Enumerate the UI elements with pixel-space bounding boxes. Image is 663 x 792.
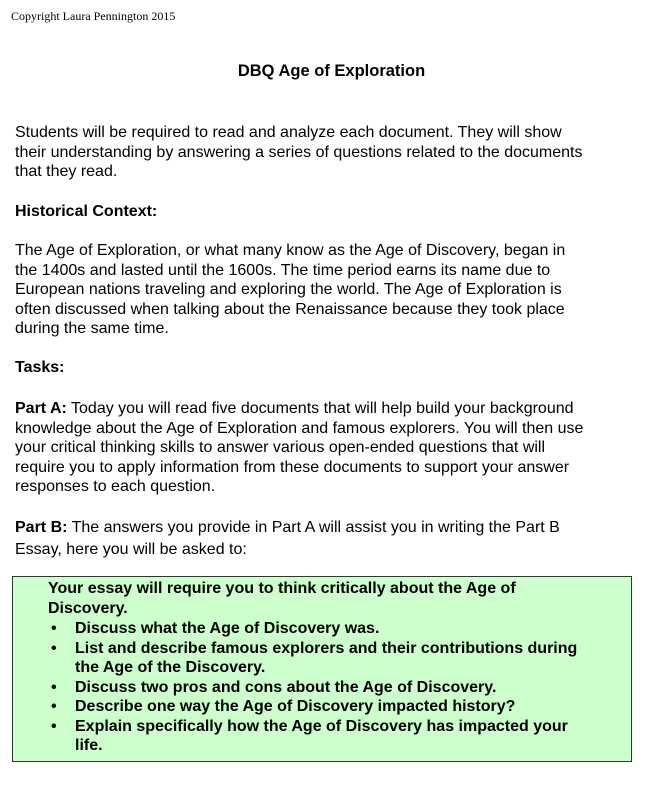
- page-title: DBQ Age of Exploration: [237, 62, 426, 80]
- text-line: Your essay will require you to think critically about the Age of: [48, 580, 516, 597]
- part-b-label: Part B:: [15, 519, 68, 536]
- text-line: often discussed when talking about the Renaissance because they took place: [15, 300, 565, 318]
- historical-context-paragraph: [15, 241, 565, 339]
- part-a-label: Part A:: [15, 400, 67, 417]
- text-line: their understanding by answering a series of questions related to the documents: [15, 143, 583, 161]
- text-line: require you to apply information from these documents to support your answer: [15, 458, 570, 476]
- text-line: Describe one way the Age of Discovery impacted history?: [75, 698, 516, 715]
- bullet-icon: •: [51, 717, 57, 735]
- copyright-notice: Copyright Laura Pennington 2015: [11, 9, 176, 23]
- essay-requirements-list: [48, 619, 577, 756]
- list-item: [48, 619, 577, 639]
- text-line: that they read.: [15, 163, 118, 181]
- bullet-icon: •: [51, 639, 57, 657]
- essay-requirements-box: [12, 576, 632, 762]
- bullet-icon: •: [51, 678, 57, 696]
- text-line: Discovery.: [48, 599, 128, 617]
- text-line: Essay, here you will be asked to:: [15, 541, 247, 558]
- list-item: [48, 717, 577, 756]
- text-line: life.: [75, 737, 103, 754]
- text-line: European nations traveling and exploring the world. The Age of Exploration is: [15, 281, 562, 299]
- intro-paragraph: [15, 123, 582, 182]
- list-item: [48, 697, 577, 717]
- text-line: List and describe famous explorers and their contributions during: [75, 639, 578, 657]
- text-line: responses to each question.: [15, 478, 216, 496]
- text-line: knowledge about the Age of Exploration and famous explorers. You will then use: [15, 419, 584, 437]
- part-a-paragraph: [15, 399, 583, 497]
- text-line: The answers you provide in Part A will assist you in writing the Part B: [67, 519, 560, 536]
- text-line: Discuss two pros and cons about the Age of Discovery.: [75, 678, 497, 696]
- text-line: Students will be required to read and analyze each document. They will show: [15, 124, 562, 141]
- text-line: your critical thinking skills to answer various open-ended questions that will: [15, 439, 546, 457]
- historical-context-heading: Historical Context:: [15, 203, 158, 220]
- essay-box-intro: [48, 579, 516, 618]
- text-line: during the same time.: [15, 320, 169, 338]
- bullet-icon: •: [51, 620, 57, 637]
- list-item: [48, 639, 577, 678]
- part-b-paragraph: [15, 517, 560, 561]
- text-line: Explain specifically how the Age of Discovery has impacted your: [75, 717, 568, 735]
- text-line: the Age of the Discovery.: [75, 659, 266, 676]
- text-line: Discuss what the Age of Discovery was.: [75, 620, 380, 637]
- text-line: the 1400s and lasted until the 1600s. The time period earns its name due to: [15, 261, 551, 279]
- list-item: [48, 678, 577, 698]
- bullet-icon: •: [51, 698, 57, 715]
- text-line: The Age of Exploration, or what many know as the Age of Discovery, began in: [15, 242, 566, 259]
- tasks-heading: Tasks:: [15, 359, 65, 376]
- text-line: Today you will read five documents that will help build your background: [66, 400, 574, 417]
